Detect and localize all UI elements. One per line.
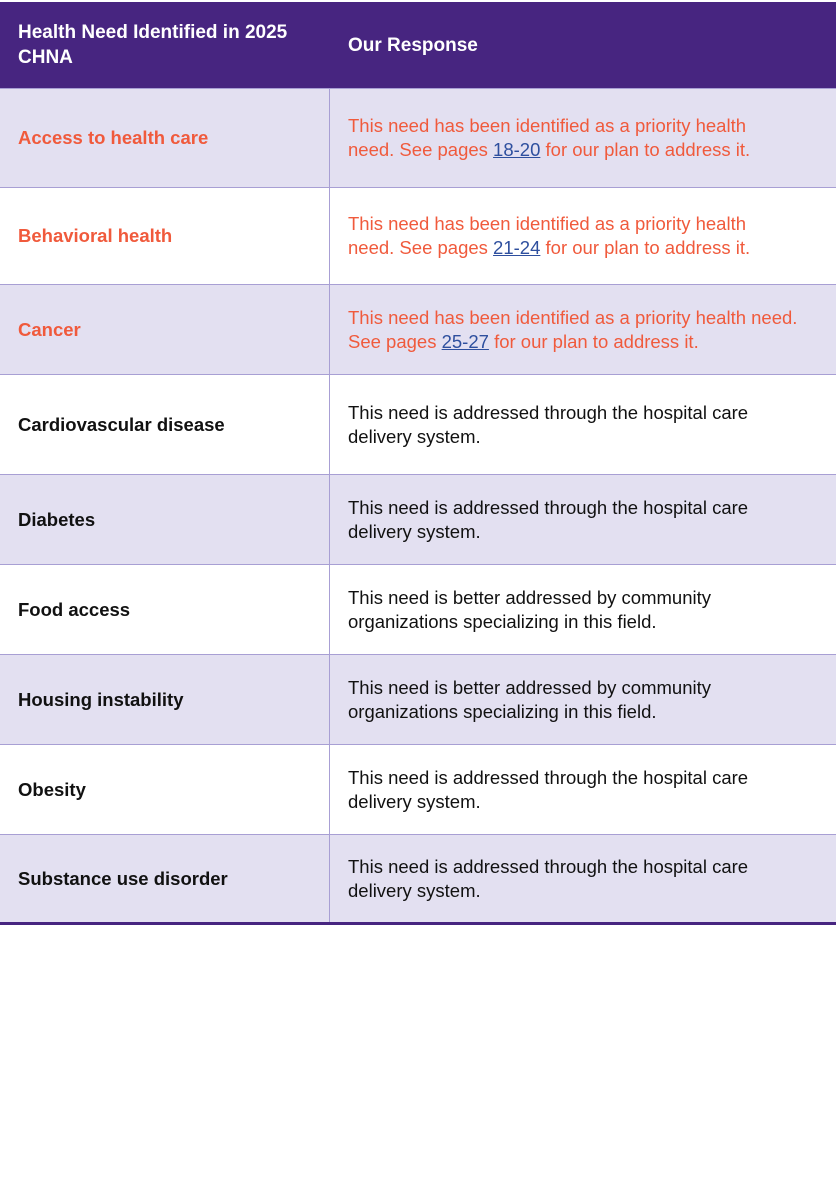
table-row [0,474,836,564]
table-header [0,2,836,88]
table-row [0,374,836,474]
header-our-response: Our Response [348,34,478,56]
response-text: This need is addressed through the hospital care delivery system. [348,496,749,542]
need-name: Cancer [18,318,81,340]
need-name: Diabetes [18,508,96,530]
response-text: This need has been identified as a priority health need. See pages 18-20 for our plan to address it. [348,115,751,160]
table-row [0,187,836,284]
table-row [0,88,836,187]
response-text: This need has been identified as a priority health need. See pages 21-24 for our plan to address it. [348,213,751,258]
table-row [0,834,836,922]
response-text: This need is better addressed by community organizations specializing in this field. [348,676,711,722]
table-row [0,744,836,834]
need-name: Obesity [18,778,86,800]
table-row [0,654,836,744]
need-name: Behavioral health [18,225,173,246]
page-link[interactable]: 18-20 [493,139,541,160]
response-text: This need is addressed through the hospital care delivery system. [348,855,749,901]
response-text: This need has been identified as a priority health need. See pages 25-27 for our plan to address it. [348,306,798,352]
need-name: Cardiovascular disease [18,413,225,435]
need-name: Access to health care [18,127,209,148]
need-name: Housing instability [18,688,184,710]
response-text: This need is better addressed by community organizations specializing in this field. [348,586,711,632]
page-link[interactable]: 25-27 [441,330,489,352]
need-name: Food access [18,598,131,620]
response-text: This need is addressed through the hospital care delivery system. [348,766,749,812]
table-bottom-border [0,922,836,925]
page-link[interactable]: 21-24 [493,237,541,258]
health-needs-table [0,2,836,925]
need-name: Substance use disorder [18,867,228,889]
table-row [0,284,836,374]
response-text: This need is addressed through the hospital care delivery system. [348,401,749,447]
table-row [0,564,836,654]
header-health-need: Health Need Identified in 2025 CHNA [18,22,288,68]
